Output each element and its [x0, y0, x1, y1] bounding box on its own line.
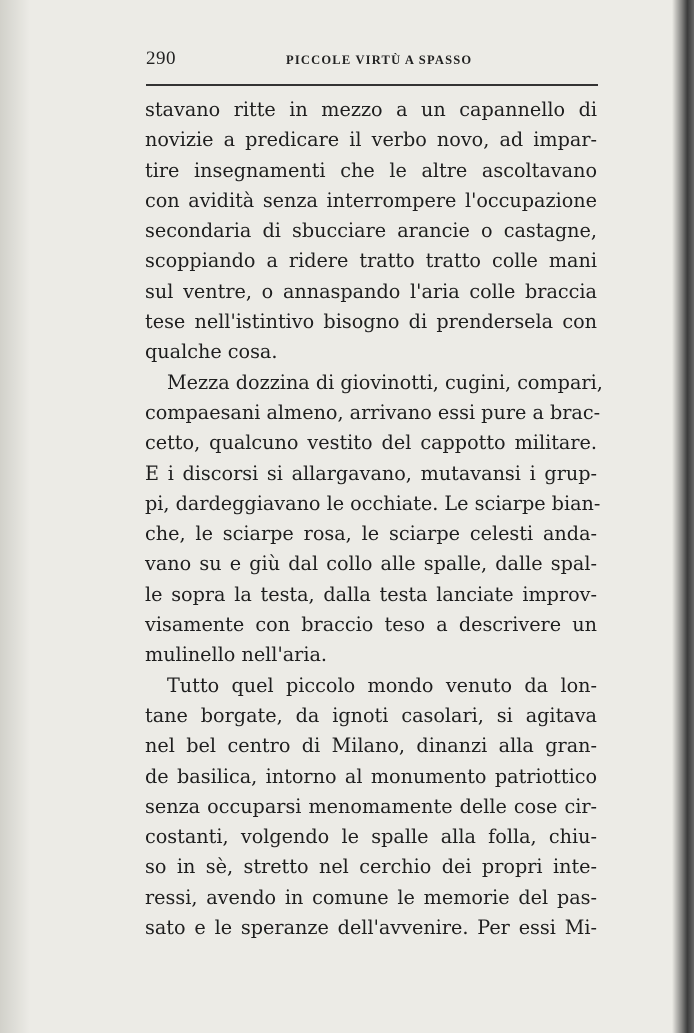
text-line: visamente con braccio teso a descrivere un [145, 613, 597, 637]
text-line: novizie a predicare il verbo novo, ad impar- [145, 128, 597, 152]
text-line: senza occuparsi menomamente delle cose cir- [145, 794, 597, 818]
text-line: ressi, avendo in comune le memorie del pas- [145, 885, 597, 909]
text-line: le sopra la testa, dalla testa lanciate improv- [145, 582, 597, 606]
text-line: de basilica, intorno al monumento patriottico [145, 764, 597, 788]
text-line: stavano ritte in mezzo a un capannello di [145, 98, 597, 121]
text-line: cetto, qualcuno vestito del cappotto militare. [145, 431, 597, 455]
text-line: vano su e giù dal collo alle spalle, dalle spal- [145, 552, 597, 576]
page-number: 290 [146, 48, 176, 69]
text-line: che, le sciarpe rosa, le sciarpe celesti anda- [145, 522, 597, 546]
text-line: E i discorsi si allargavano, mutavansi i grup- [145, 461, 597, 485]
header-rule [146, 84, 598, 86]
text-line: sato e le speranze dell'avvenire. Per essi Mi- [145, 916, 597, 940]
text-line: mulinello nell'aria. [145, 643, 328, 667]
body-text [145, 95, 603, 943]
text-line: pi, dardeggiavano le occhiate. Le sciarpe bian- [145, 491, 601, 515]
text-line: Mezza dozzina di giovinotti, cugini, compari, [167, 370, 603, 394]
text-line: costanti, volgendo le spalle alla folla, chiu- [145, 825, 597, 849]
page-edge-shadow [672, 0, 694, 1033]
page-gutter-shadow [0, 0, 30, 1033]
text-line: compaesani almeno, arrivano essi pure a brac- [145, 400, 601, 424]
text-line: nel bel centro di Milano, dinanzi alla gran- [145, 734, 597, 758]
text-line: Tutto quel piccolo mondo venuto da lon- [167, 673, 597, 697]
text-line: tire insegnamenti che le altre ascoltavano [145, 158, 597, 182]
text-line: scoppiando a ridere tratto tratto colle mani [145, 249, 597, 273]
text-line: tane borgate, da ignoti casolari, si agitava [145, 703, 597, 727]
text-line: so in sè, stretto nel cerchio dei propri inte- [145, 855, 597, 879]
text-line: qualche cosa. [145, 340, 278, 364]
text-line: tese nell'istintivo bisogno di prendersela con [145, 310, 597, 334]
running-title: PICCOLE VIRTÙ A SPASSO [286, 53, 473, 67]
text-line: sul ventre, o annaspando l'aria colle braccia [145, 279, 597, 303]
text-line: con avidità senza interrompere l'occupazione [145, 188, 597, 212]
text-line: secondaria di sbucciare arancie o castagne, [145, 219, 597, 243]
